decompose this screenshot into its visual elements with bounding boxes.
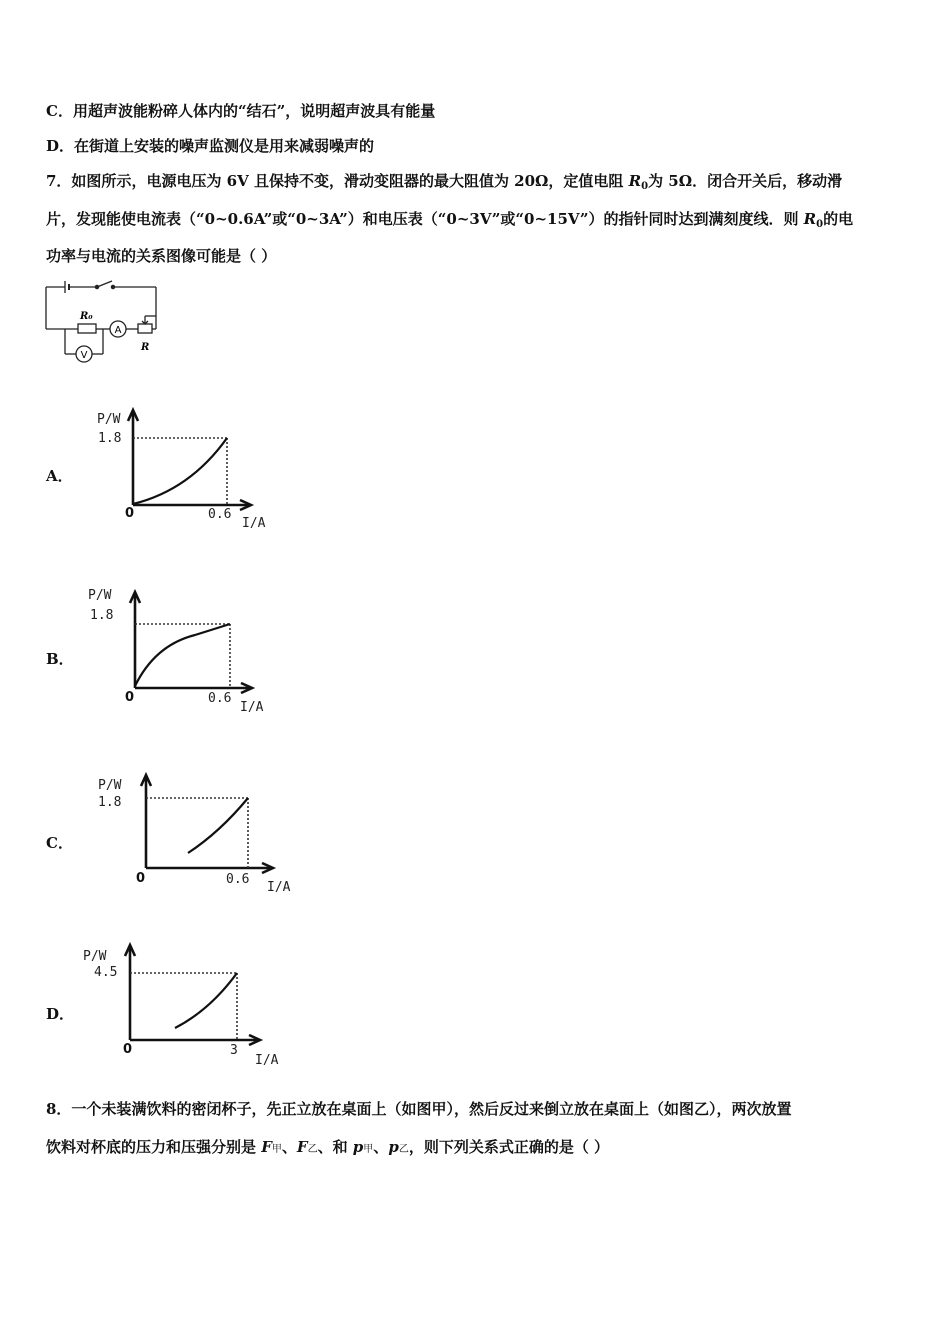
y-axis-label: P/W	[88, 588, 112, 603]
circuit-diagram	[40, 278, 165, 368]
q7-line-2: 片，发现能使电流表（“0~0.6A”或“0~3A”）和电压表（“0~3V”或“0~15V”）的指针同时达到满刻度线．则 $R_0$的电	[46, 210, 854, 230]
curve	[188, 798, 248, 853]
choice-d-label[interactable]: D．	[46, 1005, 75, 1023]
switch	[97, 281, 112, 287]
y-max-label: 4.5	[94, 965, 118, 980]
x-max-label: 3	[230, 1043, 238, 1058]
choice-b-label[interactable]: B．	[46, 650, 74, 668]
x-max-label: 0.6	[226, 872, 250, 887]
origin-label: 0	[125, 690, 135, 705]
curve	[133, 438, 227, 504]
y-axis-label: P/W	[83, 949, 107, 964]
q8-line-1: 8．一个未装满饮料的密闭杯子，先正立放在桌面上（如图甲），然后反过来倒立放在桌面上（如图乙），两次放置	[46, 1100, 792, 1118]
origin-label: 0	[136, 871, 146, 886]
curve	[175, 973, 237, 1028]
x-axis-label: I/A	[255, 1053, 279, 1068]
x-axis-label: I/A	[242, 516, 266, 531]
graph-c	[95, 770, 295, 900]
q7-line-1: 7．如图所示，电源电压为 6V 且保持不变，滑动变阻器的最大阻值为 20Ω，定值电阻 $R_0$为 5Ω．闭合开关后，移动滑	[46, 172, 843, 192]
y-axis-label: P/W	[97, 412, 121, 427]
graph-b	[85, 585, 275, 715]
x-max-label: 0.6	[208, 507, 232, 522]
voltmeter-label: V	[80, 350, 88, 361]
option-c-prev: C．用超声波能粉碎人体内的“结石”，说明超声波具有能量	[46, 102, 436, 120]
choice-c-label[interactable]: C．	[46, 834, 73, 852]
q8-line-2: 饮料对杯底的压力和压强分别是 F甲、F乙、和 p甲、p乙，则下列关系式正确的是（ ）	[46, 1138, 610, 1156]
curve	[135, 624, 230, 686]
x-axis-label: I/A	[267, 880, 291, 895]
y-max-label: 1.8	[90, 608, 114, 623]
origin-label: 0	[123, 1042, 133, 1057]
y-max-label: 1.8	[98, 795, 122, 810]
graph-a	[90, 405, 280, 535]
y-axis-label: P/W	[98, 778, 122, 793]
graph-d	[80, 940, 280, 1070]
x-axis-label: I/A	[240, 700, 264, 715]
y-max-label: 1.8	[98, 431, 122, 446]
ammeter-label: A	[114, 325, 122, 336]
rheostat-r	[138, 324, 152, 333]
resistor-r0	[78, 324, 96, 333]
q7-line-3: 功率与电流的关系图像可能是（ ）	[46, 247, 277, 265]
origin-label: 0	[125, 506, 135, 521]
r-label: R	[141, 342, 150, 353]
r0-label: R₀	[80, 311, 93, 322]
x-max-label: 0.6	[208, 691, 232, 706]
option-d-prev: D．在街道上安装的噪声监测仪是用来减弱噪声的	[46, 137, 375, 155]
choice-a-label[interactable]: A．	[46, 467, 73, 485]
